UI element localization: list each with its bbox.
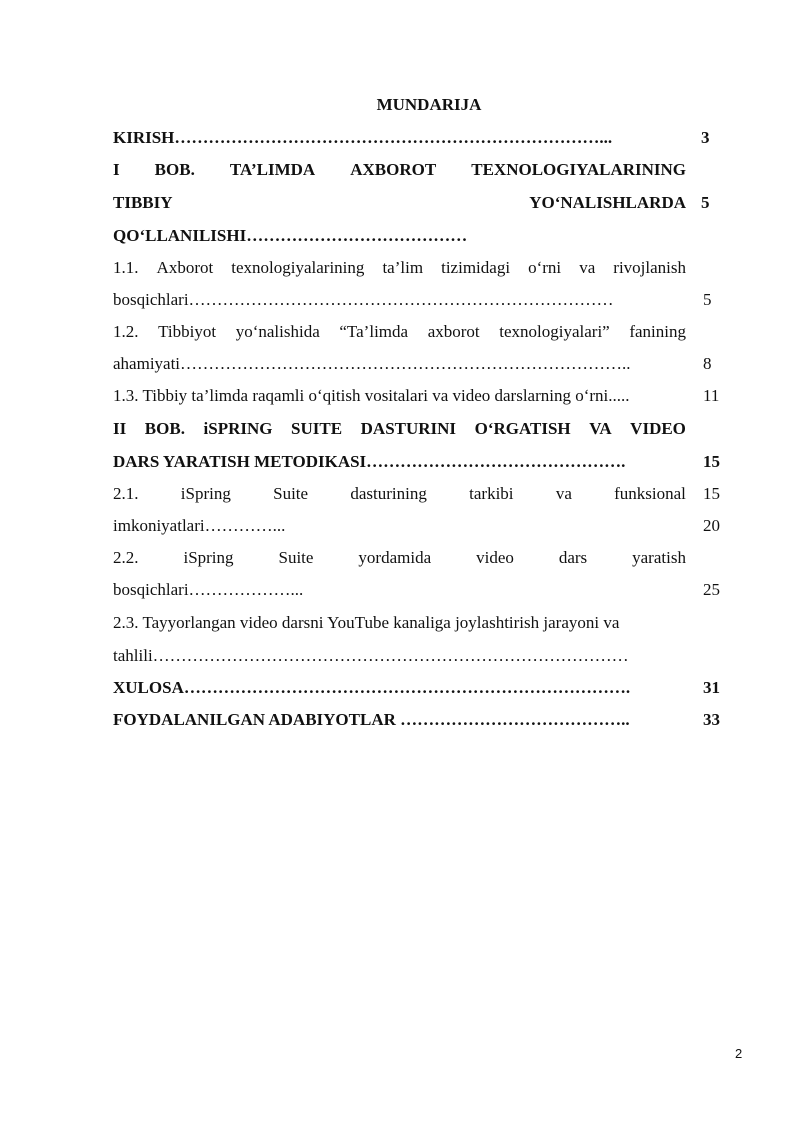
- word: SUITE: [291, 419, 343, 438]
- word: axborot: [427, 322, 480, 341]
- word: tizimidagi: [441, 258, 511, 277]
- word: TIBBIY: [113, 193, 173, 212]
- toc-entry-chapter2-line2[interactable]: DARS YARATISH METODIKASI……………………………………….: [113, 452, 626, 471]
- toc-entry-kirish[interactable]: KIRISH…………………………………………………………………...: [113, 128, 613, 147]
- toc-entry-2-2-line2[interactable]: bosqichlari………………...: [113, 580, 304, 599]
- toc-entry-chapter1-line2[interactable]: [113, 192, 686, 214]
- word: texnologiyalarining: [231, 258, 365, 277]
- word: 1.1.: [113, 258, 139, 277]
- word: dars: [558, 548, 588, 567]
- toc-entry-1-2-line1[interactable]: [113, 321, 686, 343]
- word: 2.2.: [113, 548, 139, 567]
- word: Suite: [273, 484, 309, 503]
- toc-entry-2-3-line2[interactable]: tahlili…………………………………………………………………………: [113, 646, 629, 665]
- word: I: [113, 160, 120, 179]
- toc-page-1-3: 11: [703, 386, 720, 405]
- word: yaratish: [632, 548, 686, 567]
- word: 2.1.: [113, 484, 139, 503]
- word: iSpring: [183, 548, 234, 567]
- toc-page-xulosa: 31: [703, 678, 720, 697]
- word: DASTURINI: [360, 419, 457, 438]
- toc-page-chapter2: 15: [703, 452, 720, 471]
- toc-page-kirish: 3: [701, 128, 710, 147]
- word: yo‘nalishida: [235, 322, 320, 341]
- toc-entry-2-2-line1[interactable]: [113, 547, 686, 569]
- toc-page-1-1: 5: [703, 290, 712, 309]
- word: TA’LIMDA: [229, 160, 316, 179]
- toc-entry-1-2-line2[interactable]: ahamiyati……………………………………………………………………..: [113, 354, 631, 373]
- word: YO‘NALISHLARDA: [529, 193, 686, 212]
- word: ta’lim: [382, 258, 424, 277]
- word: tarkibi: [469, 484, 514, 503]
- toc-entry-xulosa[interactable]: XULOSA…………………………………………………………………….: [113, 678, 631, 697]
- toc-page-2-2: 25: [703, 580, 720, 599]
- word: video: [476, 548, 514, 567]
- word: II: [113, 419, 127, 438]
- page-number: 2: [735, 1046, 743, 1061]
- toc-page-1-2: 8: [703, 354, 712, 373]
- toc-entry-1-3[interactable]: 1.3. Tibbiy ta’limda raqamli o‘qitish vositalari va video darslarning o‘rni.....: [113, 386, 630, 405]
- word: VA: [589, 419, 612, 438]
- word: AXBOROT: [350, 160, 437, 179]
- word: Tibbiyot: [158, 322, 217, 341]
- toc-entry-adabiyotlar[interactable]: FOYDALANILGAN ADABIYOTLAR …………………………………..: [113, 710, 630, 729]
- word: fanining: [629, 322, 686, 341]
- toc-entry-chapter1-line1[interactable]: [113, 159, 686, 181]
- toc-page-adabiyotlar: 33: [703, 710, 720, 729]
- toc-entry-chapter1-line3[interactable]: QO‘LLANILISHI…………………………………: [113, 226, 468, 245]
- toc-entry-chapter2-line1[interactable]: [113, 418, 686, 440]
- word: o‘rni: [528, 258, 562, 277]
- word: rivojlanish: [613, 258, 686, 277]
- word: Axborot: [156, 258, 214, 277]
- toc-title: MUNDARIJA: [376, 95, 482, 114]
- toc-entry-2-1-line2[interactable]: imkoniyatlari…………...: [113, 516, 286, 535]
- word: TEXNOLOGIYALARINING: [471, 160, 686, 179]
- word: va: [555, 484, 572, 503]
- word: iSPRING: [203, 419, 273, 438]
- word: O‘RGATISH: [474, 419, 571, 438]
- word: 1.2.: [113, 322, 139, 341]
- toc-entry-1-1-line1[interactable]: [113, 257, 686, 279]
- word: dasturining: [350, 484, 427, 503]
- word: Suite: [278, 548, 314, 567]
- word: texnologiyalari”: [499, 322, 610, 341]
- toc-page-chapter1: 5: [701, 193, 710, 212]
- toc-entry-2-3-line1[interactable]: 2.3. Tayyorlangan video darsni YouTube kanaliga joylashtirish jarayoni va: [113, 613, 620, 632]
- word: yordamida: [358, 548, 432, 567]
- word: funksional: [614, 484, 686, 503]
- toc-page-2-1-alt: 20: [703, 516, 720, 535]
- toc-entry-1-1-line2[interactable]: bosqichlari…………………………………………………………………: [113, 290, 614, 309]
- word: VIDEO: [630, 419, 686, 438]
- toc-page-2-1: 15: [703, 484, 720, 503]
- word: BOB.: [144, 419, 185, 438]
- word: va: [579, 258, 596, 277]
- word: iSpring: [180, 484, 231, 503]
- toc-entry-2-1-line1[interactable]: [113, 483, 686, 505]
- word: BOB.: [154, 160, 195, 179]
- word: “Ta’limda: [339, 322, 409, 341]
